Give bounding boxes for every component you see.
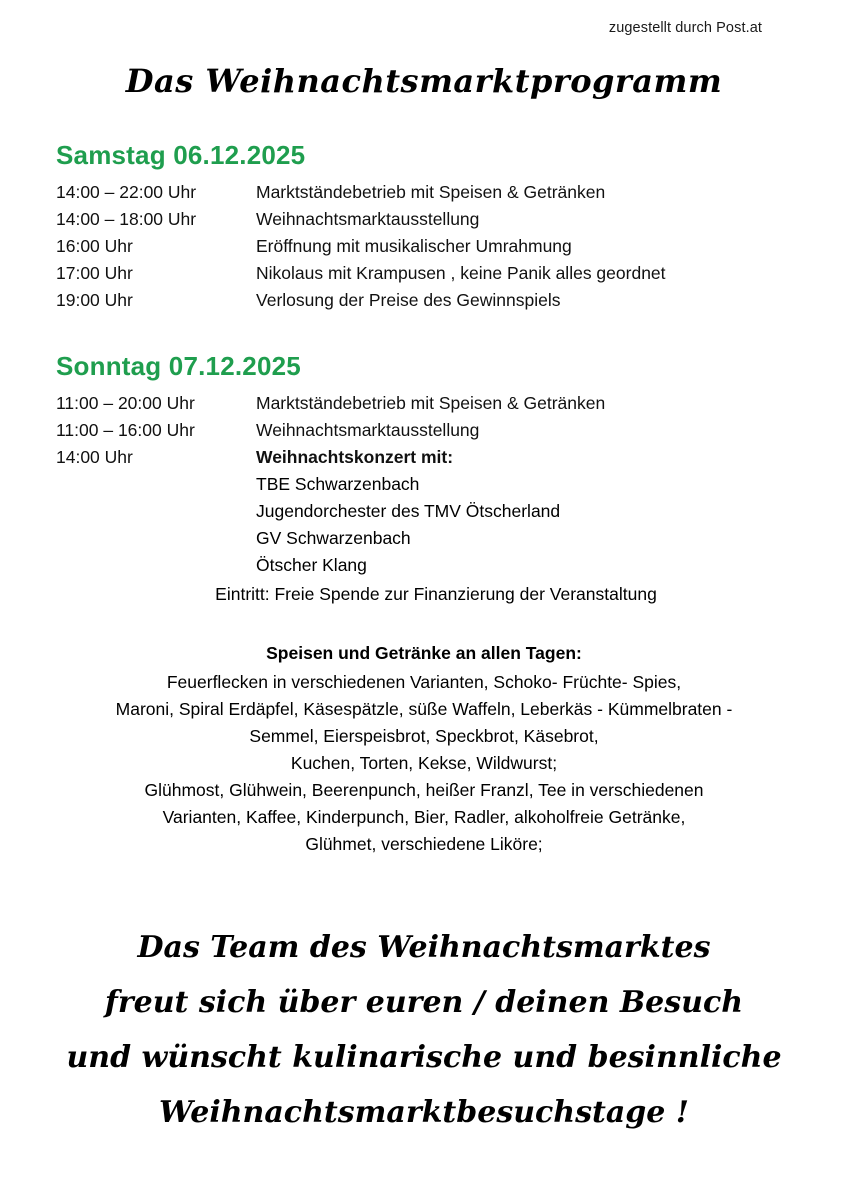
food-line: Maroni, Spiral Erdäpfel, Käsespätzle, süße Waffeln, Leberkäs - Kümmelbraten -: [115, 699, 733, 719]
schedule-description: Nikolaus mit Krampusen , keine Panik alles geordnet: [256, 263, 666, 283]
postal-delivery-note: zugestellt durch Post.at: [608, 20, 762, 36]
concert-act: Ötscher Klang: [256, 555, 367, 575]
schedule-row: [56, 417, 816, 444]
concert-act: TBE Schwarzenbach: [256, 474, 420, 494]
entry-fee-note: Eintritt: Freie Spende zur Finanzierung der Veranstaltung: [215, 584, 657, 604]
spacer: [56, 471, 256, 498]
schedule-row: [56, 179, 816, 206]
closing-line: und wünscht kulinarische und besinnliche: [66, 1040, 782, 1075]
food-line: Semmel, Eierspeisbrot, Speckbrot, Käsebrot,: [249, 726, 599, 746]
day-block-saturday: [56, 140, 816, 314]
schedule-time: 19:00 Uhr: [56, 290, 133, 310]
concert-act-row: [56, 498, 816, 525]
concert-act-row: [56, 552, 816, 579]
concert-act-row: [56, 525, 816, 552]
food-line: Glühmost, Glühwein, Beerenpunch, heißer Franzl, Tee in verschiedenen: [144, 780, 704, 800]
food-and-drinks-section: [24, 640, 824, 858]
concert-act: GV Schwarzenbach: [256, 528, 411, 548]
spacer: [56, 498, 256, 525]
spacer: [56, 525, 256, 552]
concert-act-row: [56, 471, 816, 498]
schedule-time: 11:00 – 16:00 Uhr: [56, 420, 195, 440]
food-line: Varianten, Kaffee, Kinderpunch, Bier, Radler, alkoholfreie Getränke,: [162, 807, 686, 827]
concert-act: Jugendorchester des TMV Ötscherland: [256, 501, 561, 521]
schedule-description: Eröffnung mit musikalischer Umrahmung: [256, 236, 572, 256]
schedule-row: [56, 233, 816, 260]
day-block-sunday: [56, 351, 816, 608]
schedule-description: Verlosung der Preise des Gewinnspiels: [256, 290, 561, 310]
schedule-time: 14:00 – 22:00 Uhr: [56, 182, 197, 202]
food-line: Kuchen, Torten, Kekse, Wildwurst;: [290, 753, 558, 773]
schedule-description: Weihnachtsmarktausstellung: [256, 209, 480, 229]
food-section-title: Speisen und Getränke an allen Tagen:: [266, 643, 582, 663]
schedule-description: Weihnachtskonzert mit:: [256, 447, 454, 467]
closing-message: [0, 920, 848, 1140]
schedule-row: [56, 206, 816, 233]
schedule-row: [56, 444, 816, 471]
food-line: Feuerflecken in verschiedenen Varianten, Schoko- Früchte- Spies,: [166, 672, 682, 692]
schedule-description: Marktständebetrieb mit Speisen & Getränken: [256, 393, 606, 413]
schedule-row: [56, 390, 816, 417]
schedule-time: 11:00 – 20:00 Uhr: [56, 393, 195, 413]
schedule-time: 16:00 Uhr: [56, 236, 133, 256]
closing-line: Das Team des Weihnachtsmarktes: [137, 930, 711, 965]
schedule-time: 14:00 – 18:00 Uhr: [56, 209, 197, 229]
schedule-time: 17:00 Uhr: [56, 263, 133, 283]
schedule-row: [56, 287, 816, 314]
schedule-description: Weihnachtsmarktausstellung: [256, 420, 480, 440]
closing-line: Weihnachtsmarktbesuchstage !: [159, 1095, 689, 1130]
page-title: Das Weihnachtsmarktprogramm: [125, 62, 723, 100]
schedule-row: [56, 260, 816, 287]
closing-line: freut sich über euren / deinen Besuch: [104, 985, 744, 1020]
spacer: [56, 552, 256, 579]
schedule-time: 14:00 Uhr: [56, 447, 133, 467]
day-heading-saturday: Samstag 06.12.2025: [56, 140, 306, 170]
day-heading-sunday: Sonntag 07.12.2025: [56, 351, 301, 381]
food-line: Glühmet, verschiedene Liköre;: [305, 834, 543, 854]
schedule-description: Marktständebetrieb mit Speisen & Getränken: [256, 182, 606, 202]
